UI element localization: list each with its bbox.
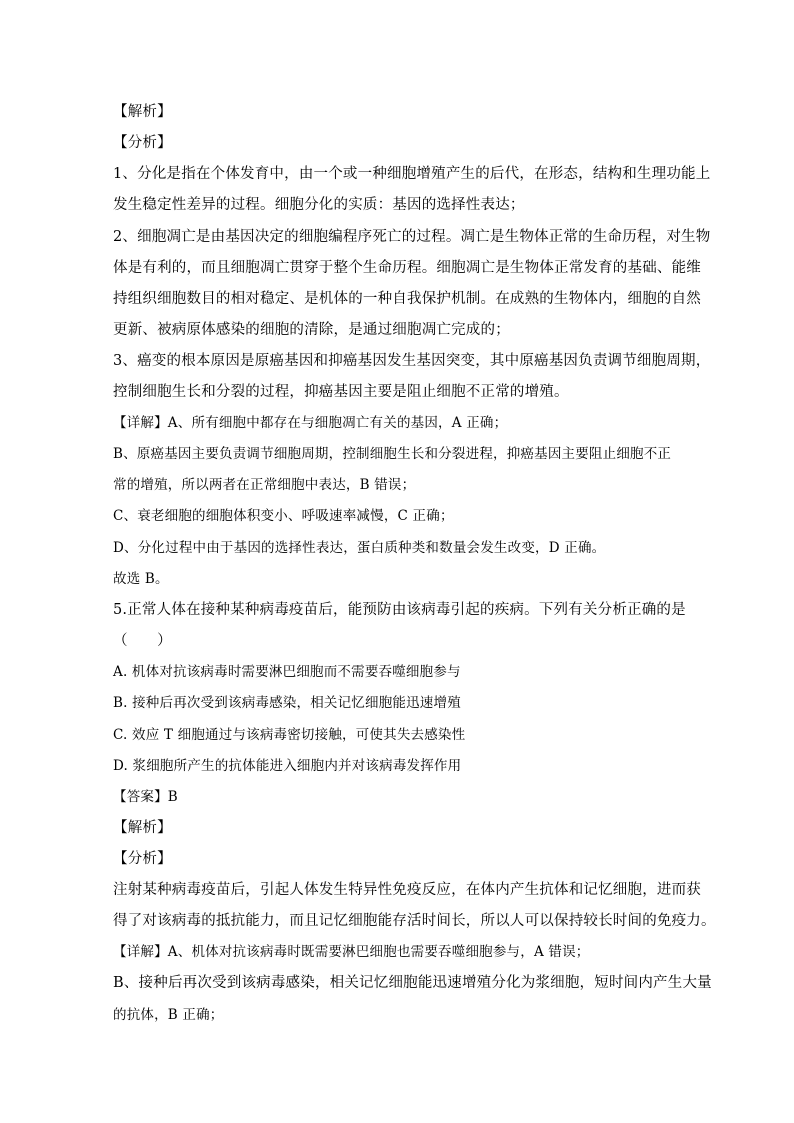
- detail-line: 常的增殖，所以两者在正常细胞中表达，B 错误；: [113, 477, 416, 493]
- detail-line: 【详解】A、所有细胞中都存在与细胞凋亡有关的基因，A 正确；: [113, 415, 508, 431]
- text-line: 控制细胞生长和分裂的过程，抑癌基因主要是阻止细胞不正常的增殖。: [113, 384, 569, 400]
- text-line: 得了对该病毒的抵抗能力，而且记忆细胞能存活时间长，所以人可以保持较长时间的免疫力。: [113, 913, 716, 929]
- text-line: 注射某种病毒疫苗后，引起人体发生特异性免疫反应，在体内产生抗体和记忆细胞，进而获: [113, 882, 701, 898]
- text-line: 发生稳定性差异的过程。细胞分化的实质：基因的选择性表达；: [113, 197, 525, 213]
- detail-line: 【详解】A、机体对抗该病毒时既需要淋巴细胞也需要吞噬细胞参与，A 错误；: [113, 944, 590, 960]
- question-stem: 5.正常人体在接种某种病毒疫苗后，能预防由该病毒引起的疾病。下列有关分析正确的是: [113, 602, 686, 618]
- section-heading-analysis: 【解析】: [113, 820, 172, 836]
- answer-line: 【答案】B: [113, 789, 178, 805]
- conclusion-line: 故选 B。: [113, 571, 169, 587]
- option-d: D. 浆细胞所产生的抗体能进入细胞内并对该病毒发挥作用: [113, 758, 462, 774]
- section-heading-analysis: 【解析】: [113, 104, 172, 120]
- option-b: B. 接种后再次受到该病毒感染，相关记忆细胞能迅速增殖: [113, 695, 461, 711]
- detail-line: 的抗体，B 正确；: [113, 1007, 224, 1023]
- question-blank: （ ）: [113, 633, 172, 649]
- detail-line: B、原癌基因主要负责调节细胞周期，控制细胞生长和分裂进程，抑癌基因主要阻止细胞不正: [113, 446, 672, 462]
- option-c: C. 效应 T 细胞通过与该病毒密切接触，可使其失去感染性: [113, 727, 466, 743]
- text-line: 持组织细胞数目的相对稳定、是机体的一种自我保护机制。在成熟的生物体内，细胞的自然: [113, 291, 701, 307]
- text-line: 1、分化是指在个体发育中，由一个或一种细胞增殖产生的后代，在形态，结构和生理功能上: [113, 166, 711, 182]
- detail-line: B、接种后再次受到该病毒感染，相关记忆细胞能迅速增殖分化为浆细胞，短时间内产生大量: [113, 975, 712, 991]
- section-heading-breakdown: 【分析】: [113, 851, 172, 867]
- detail-line: D、分化过程中由于基因的选择性表达，蛋白质种类和数量会发生改变，D 正确。: [113, 540, 606, 556]
- text-line: 体是有利的，而且细胞凋亡贯穿于整个生命历程。细胞凋亡是生物体正常发育的基础、能维: [113, 260, 701, 276]
- option-a: A. 机体对抗该病毒时需要淋巴细胞而不需要吞噬细胞参与: [113, 664, 461, 680]
- detail-line: C、衰老细胞的细胞体积变小、呼吸速率减慢，C 正确；: [113, 508, 454, 524]
- text-line: 2、细胞凋亡是由基因决定的细胞编程序死亡的过程。凋亡是生物体正常的生命历程，对生物: [113, 229, 711, 245]
- text-line: 3、癌变的根本原因是原癌基因和抑癌基因发生基因突变，其中原癌基因负责调节细胞周期，: [113, 353, 711, 369]
- section-heading-breakdown: 【分析】: [113, 135, 172, 151]
- text-line: 更新、被病原体感染的细胞的清除，是通过细胞凋亡完成的；: [113, 322, 510, 338]
